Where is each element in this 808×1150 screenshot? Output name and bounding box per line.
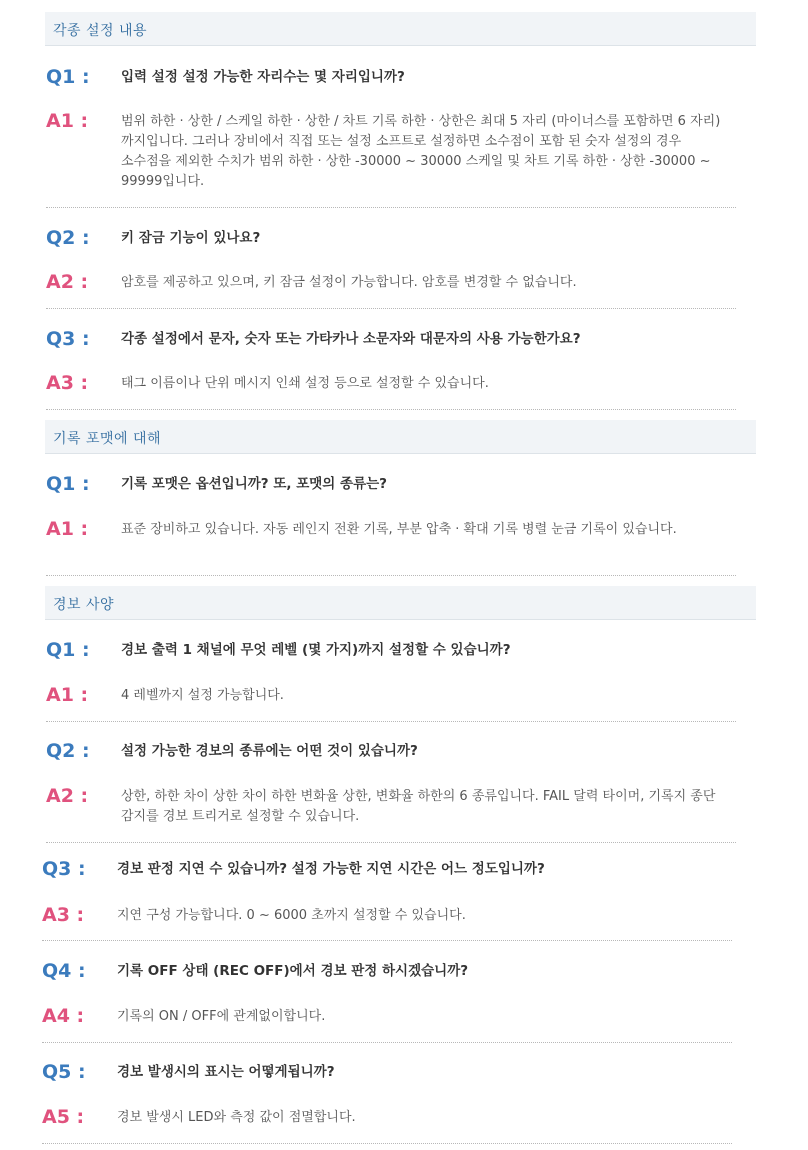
answer-label: A1 : bbox=[46, 110, 89, 132]
answer-text: 지연 구성 가능합니다. 0 ~ 6000 초까지 설정할 수 있습니다. bbox=[117, 908, 466, 923]
divider bbox=[42, 1143, 732, 1144]
question-label: Q4 : bbox=[42, 960, 86, 982]
divider bbox=[46, 308, 736, 309]
section-header-settings bbox=[45, 12, 756, 46]
answer-text: 4 레벨까지 설정 가능합니다. bbox=[121, 688, 284, 703]
divider bbox=[46, 207, 736, 208]
answer-text: 범위 하한 · 상한 / 스케일 하한 · 상한 / 차트 기록 하한 · 상한은 최대 5 자리 (마이너스를 포함하면 6 자리)까지입니다. 그러나 장비에서 직접 또는 설정 소프트로 설정하면 소수점이 포함 된 숫자 설정의 경우 소수점을 제외한 수치가 범위 하한 · 상한 -30000 ~ 30000 스케일 및 차트 기록 하한 · 상한 -30000 ~ 99999입니다. bbox=[121, 114, 721, 189]
answer-text: 상한, 하한 차이 상한 차이 하한 변화율 상한, 변화율 하한의 6 종류입니다. FAIL 달력 타이머, 기록지 종단 감지를 경보 트리거로 설정할 수 있습니다. bbox=[121, 789, 716, 824]
answer-label: A5 : bbox=[42, 1106, 85, 1128]
question-text: 경보 출력 1 채널에 무엇 레벨 (몇 가지)까지 설정할 수 있습니까? bbox=[121, 642, 511, 658]
answer-text: 표준 장비하고 있습니다. 자동 레인지 전환 기록, 부분 압축 · 확대 기록 병렬 눈금 기록이 있습니다. bbox=[121, 522, 677, 537]
question-text: 설정 가능한 경보의 종류에는 어떤 것이 있습니까? bbox=[121, 743, 418, 759]
question-label: Q2 : bbox=[46, 227, 90, 249]
answer-label: A2 : bbox=[46, 785, 89, 807]
section-header-record-format bbox=[45, 420, 756, 454]
question-text: 입력 설정 설정 가능한 자리수는 몇 자리입니까? bbox=[121, 69, 405, 85]
divider bbox=[46, 575, 736, 576]
question-label: Q3 : bbox=[42, 858, 86, 880]
question-label: Q1 : bbox=[46, 66, 90, 88]
answer-label: A2 : bbox=[46, 271, 89, 293]
answer-text: 태그 이름이나 단위 메시지 인쇄 설정 등으로 설정할 수 있습니다. bbox=[121, 376, 489, 391]
section-title: 각종 설정 내용 bbox=[53, 23, 148, 39]
question-label: Q1 : bbox=[46, 473, 90, 495]
question-text: 키 잠금 기능이 있나요? bbox=[121, 230, 261, 246]
answer-label: A4 : bbox=[42, 1005, 85, 1027]
section-header-alarm bbox=[45, 586, 756, 620]
question-label: Q2 : bbox=[46, 740, 90, 762]
divider bbox=[46, 842, 736, 843]
section-title: 경보 사양 bbox=[53, 597, 115, 613]
question-text: 경보 발생시의 표시는 어떻게됩니까? bbox=[117, 1064, 335, 1080]
answer-text: 암호를 제공하고 있으며, 키 잠금 설정이 가능합니다. 암호를 변경할 수 없습니다. bbox=[121, 275, 577, 290]
section-title: 기록 포맷에 대해 bbox=[53, 431, 162, 447]
question-label: Q1 : bbox=[46, 639, 90, 661]
divider bbox=[42, 940, 732, 941]
answer-label: A3 : bbox=[46, 372, 89, 394]
divider bbox=[46, 721, 736, 722]
divider bbox=[46, 409, 736, 410]
answer-label: A1 : bbox=[46, 684, 89, 706]
answer-text: 경보 발생시 LED와 측정 값이 점멸합니다. bbox=[117, 1110, 356, 1125]
question-text: 각종 설정에서 문자, 숫자 또는 가타카나 소문자와 대문자의 사용 가능한가요? bbox=[121, 331, 581, 347]
divider bbox=[42, 1042, 732, 1043]
answer-text: 기록의 ON / OFF에 관계없이합니다. bbox=[117, 1009, 326, 1024]
answer-label: A3 : bbox=[42, 904, 85, 926]
question-text: 기록 OFF 상태 (REC OFF)에서 경보 판정 하시겠습니까? bbox=[117, 963, 469, 979]
answer-label: A1 : bbox=[46, 518, 89, 540]
question-label: Q5 : bbox=[42, 1061, 86, 1083]
question-text: 기록 포맷은 옵션입니까? 또, 포맷의 종류는? bbox=[121, 476, 387, 492]
question-label: Q3 : bbox=[46, 328, 90, 350]
question-text: 경보 판정 지연 수 있습니까? 설정 가능한 지연 시간은 어느 정도입니까? bbox=[117, 861, 545, 877]
